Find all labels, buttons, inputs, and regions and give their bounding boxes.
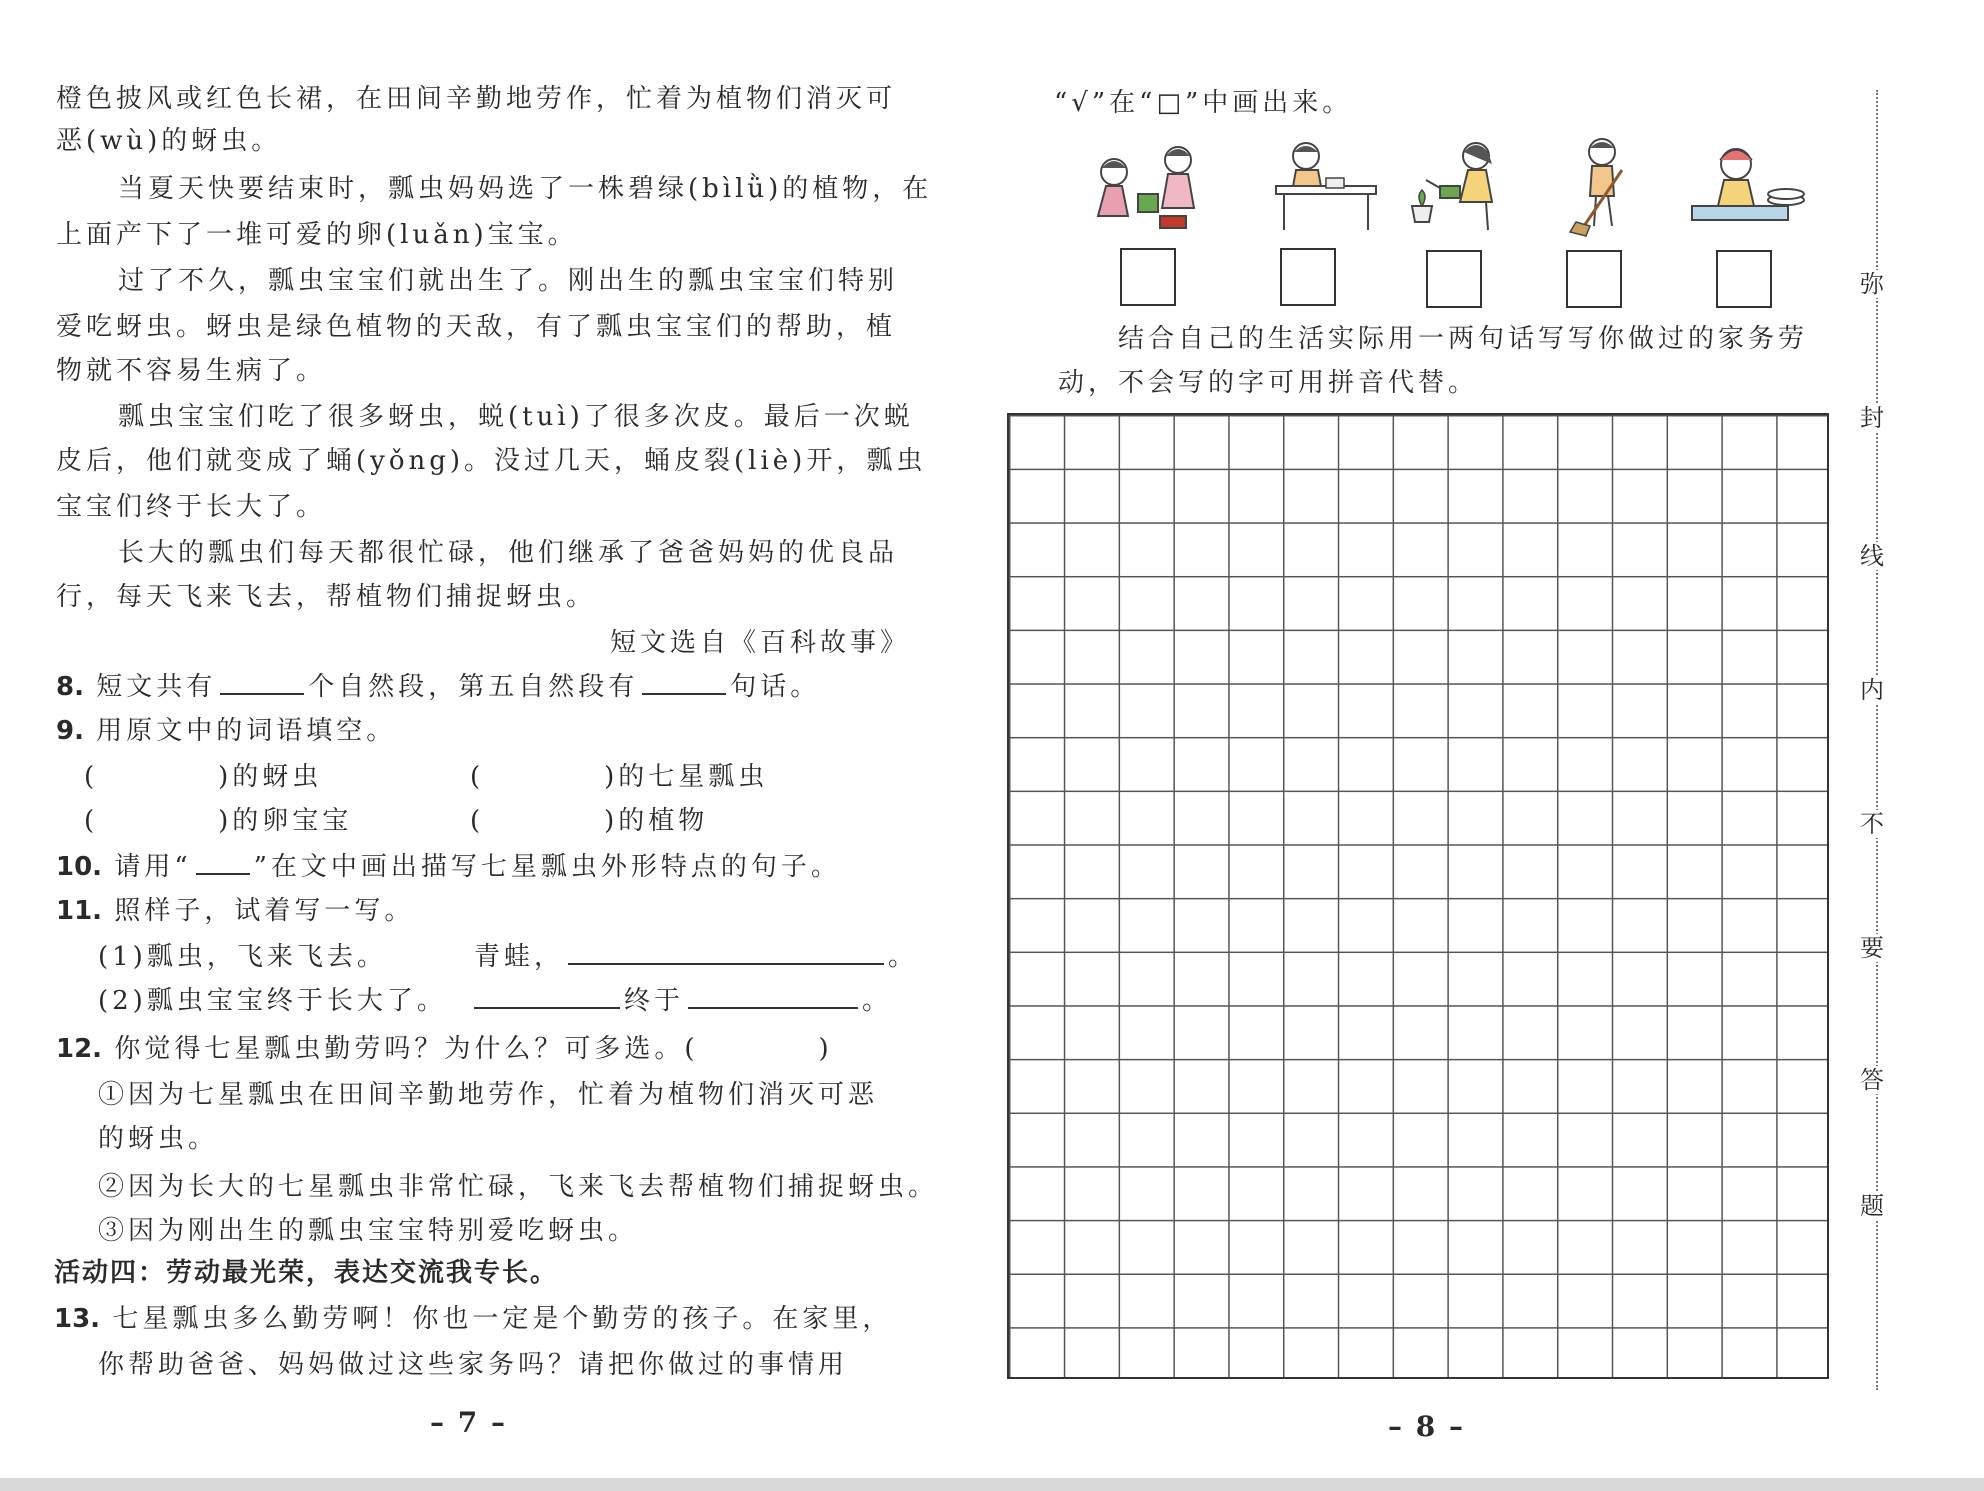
period: 。	[888, 942, 919, 972]
question-10	[56, 850, 841, 884]
boy-wiping-table-icon	[1272, 134, 1382, 234]
prompt-word: 终于	[624, 986, 685, 1016]
question-number: 12.	[56, 1034, 103, 1064]
passage-line: 恶(wù)的蚜虫。	[56, 126, 282, 156]
chore-checkbox[interactable]	[1120, 248, 1176, 306]
girls-tidying-icon	[1090, 134, 1216, 234]
question-number: 8.	[56, 672, 84, 702]
underline-sample	[196, 851, 250, 875]
question-text: 七星瓢虫多么勤劳啊！你也一定是个勤劳的孩子。在家里，	[112, 1304, 893, 1334]
passage-line: 宝宝们终于长大了。	[56, 492, 327, 522]
passage-line: 爱吃蚜虫。蚜虫是绿色植物的天敌，有了瓢虫宝宝们的帮助，植	[56, 312, 897, 342]
example-1: (1)瓢虫，飞来飞去。	[98, 942, 387, 972]
option-3[interactable]: ③因为刚出生的瓢虫宝宝特别爱吃蚜虫。	[98, 1216, 639, 1246]
seal-char: 答	[1860, 1066, 1884, 1094]
answer-blank[interactable]	[474, 985, 620, 1009]
fill-item[interactable]: ( )的蚜虫	[84, 762, 323, 792]
writing-grid[interactable]	[1007, 413, 1829, 1379]
question-number: 10.	[56, 852, 103, 882]
answer-blank[interactable]	[688, 985, 858, 1009]
passage-line: 瓢虫宝宝们吃了很多蚜虫，蜕(tuì)了很多次皮。最后一次蜕	[118, 402, 914, 432]
fill-item[interactable]: ( )的七星瓢虫	[470, 762, 769, 792]
question-number: 13.	[54, 1304, 101, 1334]
question-13	[54, 1302, 892, 1336]
scan-edge	[0, 1478, 1984, 1491]
question-text: 用原文中的词语填空。	[96, 716, 397, 746]
fill-item[interactable]: ( )的植物	[470, 806, 709, 836]
prompt-word: 青蛙，	[474, 942, 565, 972]
writing-prompt-cont: 动，不会写的字可用拼音代替。	[1058, 368, 1479, 398]
passage-line: 皮后，他们就变成了蛹(yǒng)。没过几天，蛹皮裂(liè)开，瓢虫	[56, 446, 927, 476]
seal-char: 封	[1860, 404, 1884, 432]
question-text: 照样子，试着写一写。	[114, 896, 415, 926]
question-text: 个自然段，第五自然段有	[308, 672, 639, 702]
passage-line: 物就不容易生病了。	[56, 356, 327, 386]
passage-line: 行，每天飞来飞去，帮植物们捕捉蚜虫。	[56, 582, 597, 612]
question-text: ”在文中画出描写七星瓢虫外形特点的句子。	[253, 852, 841, 882]
seal-char: 内	[1860, 676, 1884, 704]
example-2: (2)瓢虫宝宝终于长大了。	[98, 986, 447, 1016]
question-13-cont: “√”在“□”中画出来。	[1054, 88, 1353, 118]
example-2-answer	[470, 984, 892, 1018]
writing-prompt: 结合自己的生活实际用一两句话写写你做过的家务劳	[1118, 324, 1809, 354]
left-page	[0, 0, 939, 1491]
period: 。	[862, 986, 893, 1016]
answer-blank[interactable]	[568, 941, 884, 965]
page-number: – 7 –	[430, 1406, 507, 1439]
girl-watering-plant-icon	[1406, 134, 1526, 234]
page-number: – 8 –	[1388, 1410, 1465, 1443]
fill-item[interactable]: ( )的卵宝宝	[84, 806, 353, 836]
answer-blank[interactable]	[220, 671, 304, 695]
question-number: 11.	[56, 896, 103, 926]
seal-char: 弥	[1860, 270, 1884, 298]
boy-sweeping-icon	[1562, 134, 1642, 238]
passage-line: 橙色披风或红色长裙，在田间辛勤地劳作，忙着为植物们消灭可	[56, 84, 897, 114]
question-13-line2: 你帮助爸爸、妈妈做过这些家务吗？请把你做过的事情用	[98, 1350, 849, 1380]
answer-blank[interactable]	[642, 671, 726, 695]
question-11	[56, 894, 414, 928]
option-1-cont: 的蚜虫。	[98, 1124, 219, 1154]
chore-checkbox[interactable]	[1280, 248, 1336, 306]
question-number: 9.	[56, 716, 84, 746]
question-text: 短文共有	[96, 672, 217, 702]
seal-char: 要	[1860, 934, 1884, 962]
question-text: 请用“	[114, 852, 192, 882]
seal-char: 不	[1860, 810, 1884, 838]
chore-checkbox[interactable]	[1566, 250, 1622, 308]
question-text: 句话。	[730, 672, 821, 702]
passage-line: 当夏天快要结束时，瓢虫妈妈选了一株碧绿(bìlǜ)的植物，在	[118, 174, 933, 204]
seal-char: 线	[1860, 542, 1884, 570]
passage-line: 上面产下了一堆可爱的卵(luǎn)宝宝。	[56, 220, 578, 250]
activity-heading: 活动四：劳动最光荣，表达交流我专长。	[54, 1258, 559, 1288]
chore-checkbox[interactable]	[1426, 250, 1482, 308]
question-9	[56, 714, 396, 748]
passage-source: 短文选自《百科故事》	[610, 628, 911, 658]
passage-line: 长大的瓢虫们每天都很忙碌，他们继承了爸爸妈妈的优良品	[118, 538, 899, 568]
option-2[interactable]: ②因为长大的七星瓢虫非常忙碌，飞来飞去帮植物们捕捉蚜虫。	[98, 1172, 939, 1202]
girl-washing-dishes-icon	[1688, 134, 1808, 234]
question-8	[56, 670, 820, 704]
chore-checkbox[interactable]	[1716, 250, 1772, 308]
option-1[interactable]: ①因为七星瓢虫在田间辛勤地劳作，忙着为植物们消灭可恶	[98, 1080, 879, 1110]
question-12	[56, 1032, 833, 1066]
example-1-answer	[474, 940, 918, 974]
passage-line: 过了不久，瓢虫宝宝们就出生了。刚出生的瓢虫宝宝们特别	[118, 266, 899, 296]
seal-char: 题	[1860, 1192, 1884, 1220]
question-text: 你觉得七星瓢虫勤劳吗？为什么？可多选。( )	[114, 1034, 833, 1064]
